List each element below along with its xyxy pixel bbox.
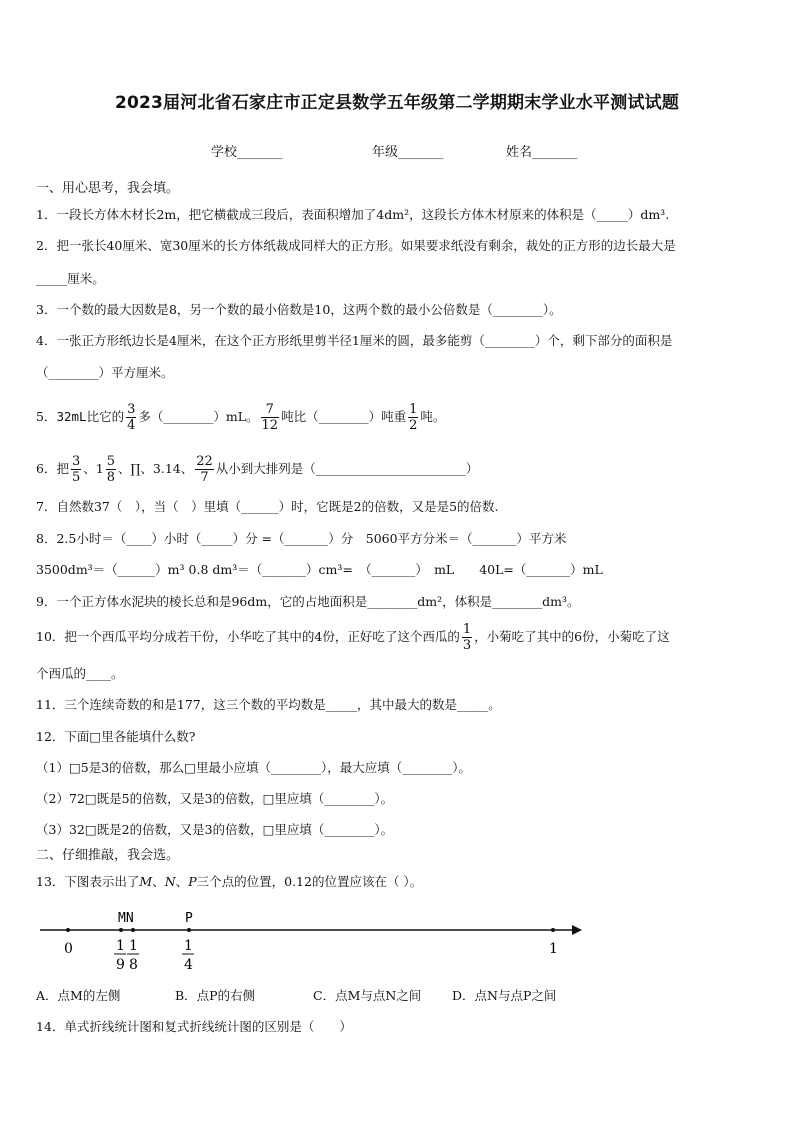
question-13 [36,874,760,890]
grade-field: 年级_______ [372,145,444,160]
q6-f1-numerator: 3 [71,454,81,469]
option-a: A．点M的左侧 [36,988,121,1003]
point-m [119,928,123,932]
q13-text-1: 13．下图表示出了 [36,874,140,889]
option-d: D．点N与点P之间 [452,988,557,1003]
q10-text-1: 10．把一个西瓜平均分成若干份，小华吃了其中的4份，正好吃了这个西瓜的 [36,629,460,644]
q6-text-1: 6．把 [36,461,69,476]
q5-fraction-3 [408,402,418,433]
q5-text-1: 5． [36,409,57,424]
question-6 [36,452,760,486]
q5-f2-numerator: 7 [261,402,280,418]
q10-numerator: 1 [462,622,472,637]
question-7: 7．自然数37（ ），当（ ）里填（______）时，它既是2的倍数，又是是5的倍数. [36,499,499,514]
p-denominator: 4 [184,957,193,973]
q5-fraction-2 [261,402,280,433]
q5-f1-denominator: 4 [127,418,136,433]
q13-text-4: 三个点的位置，0.12的位置应该在（ ）。 [196,874,423,889]
option-c: C．点M与点N之间 [313,988,422,1003]
q10-fraction [462,622,472,653]
p-numerator: 1 [184,938,193,954]
label-one: 1 [549,941,558,957]
point-n [131,928,135,932]
n-denominator: 8 [129,957,138,973]
number-line-arrowhead [572,925,582,935]
n-numerator: 1 [129,938,138,954]
q5-f3-numerator: 1 [409,402,418,417]
q5-text-3: 比它的 [86,409,125,424]
question-8-line-2: 3500dm³＝（______）m³ 0.8 dm³＝（_______）cm³= （_______） mL 40L=（_______）mL [36,562,603,577]
q10-text-2: ，小菊吃了其中的6份，小菊吃了这 [474,629,670,644]
option-b: B．点P的右侧 [175,988,256,1003]
question-2-line-2: _____厘米。 [36,271,105,286]
q5-f3-denominator: 2 [409,418,418,433]
question-10-line-1 [36,620,760,654]
question-12-part-3: （3）32□既是2的倍数，又是3的倍数，□里应填（________）。 [36,822,394,837]
m-numerator: 1 [116,938,125,954]
label-p: P [185,911,193,926]
q13-point-p: P [188,874,197,889]
question-14: 14．单式折线统计图和复式折线统计图的区别是（ ） [36,1019,352,1034]
q5-text-6: 吨。 [420,409,446,424]
question-2-line-1: 2．把一张长40厘米、宽30厘米的长方体纸裁成同样大的正方形。如果要求纸没有剩余，裁处的正方形的边长最大是 [36,238,676,253]
q6-f2-denominator: 8 [106,470,115,485]
m-denominator: 9 [116,957,125,973]
school-field: 学校_______ [211,145,283,160]
question-3: 3．一个数的最大因数是8，另一个数的最小倍数是10，这两个数的最小公倍数是（________）。 [36,302,562,317]
question-4-line-2: （________）平方厘米。 [36,365,174,380]
question-10-line-2: 个西瓜的____。 [36,666,124,681]
question-5 [36,400,760,434]
q10-denominator: 3 [462,638,472,653]
page-title: 2023届河北省石家庄市正定县数学五年级第二学期期末学业水平测试试题 [114,93,680,113]
q6-fraction-2 [106,454,116,485]
name-field: 姓名_______ [506,145,578,160]
q6-f3-denominator: 7 [200,470,209,485]
q5-text-4: 多（________）mL。 [138,409,259,424]
q5-fraction-1 [126,402,136,433]
question-8-line-1: 8．2.5小时＝（____）小时（_____）分 =（_______）分 5060平方分米＝（_______）平方米 [36,531,567,546]
q6-f3-numerator: 22 [196,454,213,469]
q13-point-m: M [139,874,153,889]
label-mn: MN [118,911,134,926]
question-12: 12．下面□里各能填什么数? [36,729,196,744]
number-line-diagram [30,900,600,980]
q13-text-3: 、 [175,874,189,889]
q6-text-2: 、1 [83,461,104,476]
q6-f1-denominator: 5 [71,470,81,485]
q6-fraction-3 [195,454,214,485]
question-12-part-1: （1）□5是3的倍数，那么□里最小应填（________），最大应填（________）。 [36,760,471,775]
q13-point-n: N [164,874,176,889]
question-12-part-2: （2）72□既是5的倍数，又是3的倍数，□里应填（________）。 [36,791,394,806]
tick-zero [66,928,70,932]
q5-f1-numerator: 3 [127,402,136,417]
question-1: 1．一段长方体木材长2m，把它横截成三段后，表面积增加了4dm²，这段长方体木材原来的体积是（_____）dm³. [36,207,670,222]
label-zero: 0 [64,941,73,957]
q5-text-2: 32mL [56,409,87,424]
q13-text-2: 、 [152,874,165,889]
q6-f2-numerator: 5 [106,454,115,469]
point-p [187,928,191,932]
question-4-line-1: 4．一张正方形纸边长是4厘米，在这个正方形纸里剪半径1厘米的圆，最多能剪（________）个，剩下部分的面积是 [36,333,673,348]
tick-one [551,928,555,932]
q6-text-3: 、∏、3.14、 [117,461,194,476]
question-9: 9．一个正方体水泥块的棱长总和是96dm，它的占地面积是________dm²，体积是________dm³。 [36,594,580,609]
q6-text-4: 从小到大排列是（________________________） [215,461,479,476]
q5-text-5: 吨比（________）吨重 [281,409,407,424]
section-1-heading: 一、用心思考，我会填。 [36,181,180,196]
q5-f2-denominator: 12 [261,418,279,433]
question-11: 11．三个连续奇数的和是177，这三个数的平均数是_____，其中最大的数是_____。 [36,697,501,712]
section-2-heading: 二、仔细推敲，我会选。 [36,848,180,863]
q6-fraction-1 [71,454,81,485]
